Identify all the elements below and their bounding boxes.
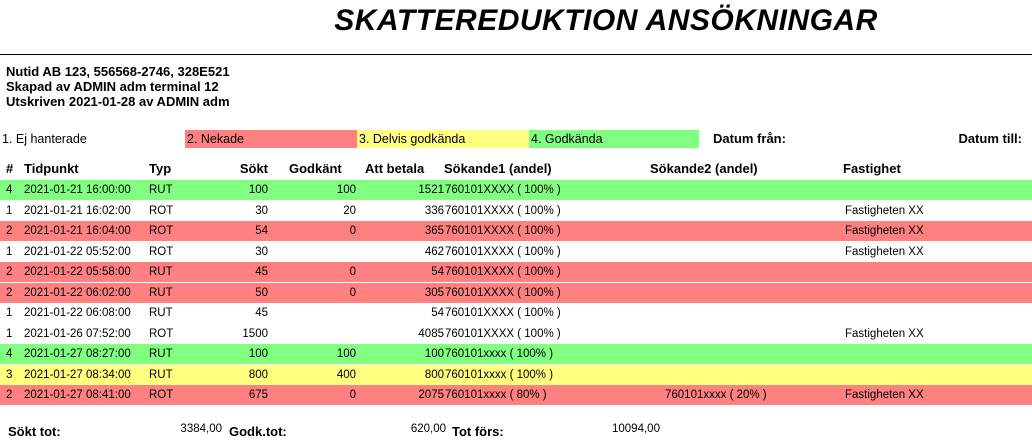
row-godkant: 0	[349, 286, 356, 299]
row-type: ROT	[149, 327, 174, 340]
row-time: 2021-01-22 05:52:00	[24, 245, 131, 258]
row-sokt: 50	[255, 286, 268, 299]
row-sokande2	[665, 283, 835, 303]
row-sokt: 30	[255, 245, 268, 258]
header-divider	[0, 54, 1032, 55]
row-att-betala: 2075	[418, 389, 444, 401]
legend-godkanda: 4. Godkända	[529, 130, 699, 148]
row-sokande1: 760101XXXX ( 100% )	[445, 266, 561, 278]
row-sokande1: 760101XXXX ( 100% )	[445, 245, 561, 258]
footer-sokt-label: Sökt tot:	[8, 424, 61, 439]
row-status: 2	[6, 389, 13, 401]
col-typ: Typ	[149, 161, 172, 176]
row-att-betala: 462	[424, 245, 444, 258]
row-att-betala: 4085	[418, 327, 444, 340]
date-to-label: Datum till:	[958, 131, 1022, 146]
col-att-betala: Att betala	[365, 161, 425, 176]
row-type: ROT	[149, 225, 174, 237]
row-godkant: 100	[336, 184, 356, 196]
row-att-betala: 800	[424, 368, 444, 381]
row-att-betala: 54	[431, 266, 444, 278]
col-sokande2: Sökande2 (andel)	[650, 161, 758, 176]
row-godkant	[290, 324, 356, 344]
row-time: 2021-01-27 08:34:00	[24, 368, 131, 381]
row-time: 2021-01-21 16:00:00	[24, 184, 131, 196]
row-time: 2021-01-22 05:58:00	[24, 266, 131, 278]
legend-delvis-godkanda: 3. Delvis godkända	[357, 130, 529, 148]
legend-nekade: 2. Nekade	[185, 130, 357, 148]
row-type: RUT	[149, 286, 173, 299]
footer-sokt-value: 3384,00	[180, 423, 222, 435]
row-att-betala: 100	[424, 348, 444, 360]
col-number: #	[6, 161, 14, 176]
row-type: RUT	[149, 307, 173, 319]
row-att-betala: 305	[424, 286, 444, 299]
report-title: SKATTEREDUKTION ANSÖKNINGAR	[334, 4, 878, 37]
table-row	[0, 283, 1032, 303]
footer-godk-value: 620,00	[410, 423, 446, 435]
col-tidpunkt: Tidpunkt	[24, 161, 79, 176]
row-sokande2	[665, 201, 835, 221]
row-sokande2	[665, 344, 835, 364]
row-time: 2021-01-22 06:02:00	[24, 286, 131, 299]
row-sokt: 100	[248, 348, 268, 360]
row-godkant: 0	[349, 266, 356, 278]
row-godkant: 0	[349, 389, 356, 401]
col-fastighet: Fastighet	[843, 161, 901, 176]
row-sokt: 675	[248, 389, 268, 401]
row-status: 2	[6, 286, 13, 299]
row-status: 2	[6, 266, 13, 278]
table-row	[0, 180, 1032, 200]
company-info: Nutid AB 123, 556568-2746, 328E521	[6, 64, 230, 79]
row-sokande1: 760101XXXX ( 100% )	[445, 184, 561, 196]
row-type: RUT	[149, 348, 173, 360]
row-fastighet	[845, 303, 1015, 323]
created-by: Skapad av ADMIN adm terminal 12	[6, 79, 219, 94]
row-sokande1: 760101XXXX ( 100% )	[445, 307, 561, 319]
row-fastighet: Fastigheten XX	[845, 389, 924, 401]
row-type: ROT	[149, 204, 174, 217]
row-type: RUT	[149, 266, 173, 278]
row-godkant	[290, 303, 356, 323]
row-sokande1: 760101XXXX ( 100% )	[445, 327, 561, 340]
row-sokande2	[665, 303, 835, 323]
row-sokt: 100	[248, 184, 268, 196]
row-godkant: 20	[343, 204, 356, 217]
footer-fors-value: 10094,00	[612, 423, 660, 435]
row-fastighet	[845, 283, 1015, 303]
row-time: 2021-01-21 16:04:00	[24, 225, 131, 237]
row-sokande1: 760101xxxx ( 100% )	[445, 368, 554, 381]
row-att-betala: 54	[431, 307, 444, 319]
legend-ej-hanterade: 1. Ej hanterade	[0, 130, 185, 148]
row-sokande1: 760101XXXX ( 100% )	[445, 204, 561, 217]
table-row	[0, 242, 1032, 262]
row-fastighet: Fastigheten XX	[845, 204, 924, 217]
row-sokande1: 760101xxxx ( 80% )	[445, 389, 547, 401]
row-sokt: 30	[255, 204, 268, 217]
table-row	[0, 221, 1032, 241]
col-sokt: Sökt	[239, 161, 268, 176]
table-row	[0, 262, 1032, 282]
col-sokande1: Sökande1 (andel)	[444, 161, 552, 176]
table-row	[0, 344, 1032, 364]
row-fastighet: Fastigheten XX	[845, 327, 924, 340]
row-status: 1	[6, 245, 13, 258]
row-status: 1	[6, 307, 13, 319]
row-type: ROT	[149, 389, 174, 401]
row-att-betala: 365	[424, 225, 444, 237]
row-status: 2	[6, 225, 13, 237]
row-godkant: 0	[349, 225, 356, 237]
row-fastighet: Fastigheten XX	[845, 245, 924, 258]
row-sokande2	[665, 180, 835, 200]
col-godkant: Godkänt	[289, 161, 342, 176]
table-row	[0, 324, 1032, 344]
row-att-betala: 1521	[418, 184, 444, 196]
row-att-betala: 336	[424, 204, 444, 217]
row-sokande2	[665, 324, 835, 344]
row-fastighet: Fastigheten XX	[845, 225, 924, 237]
row-sokande2	[665, 262, 835, 282]
row-status: 3	[6, 368, 13, 381]
row-sokande1: 760101XXXX ( 100% )	[445, 286, 561, 299]
row-sokande2	[665, 242, 835, 262]
row-godkant: 100	[336, 348, 356, 360]
table-row	[0, 365, 1032, 385]
row-sokande1: 760101XXXX ( 100% )	[445, 225, 561, 237]
row-time: 2021-01-21 16:02:00	[24, 204, 131, 217]
row-sokande2	[665, 221, 835, 241]
row-time: 2021-01-27 08:41:00	[24, 389, 131, 401]
table-row	[0, 201, 1032, 221]
row-sokande2: 760101xxxx ( 20% )	[665, 389, 767, 401]
row-sokande2	[665, 365, 835, 385]
footer-fors-label: Tot förs:	[452, 424, 504, 439]
date-from-label: Datum från:	[713, 131, 786, 146]
row-godkant	[290, 242, 356, 262]
row-time: 2021-01-22 06:08:00	[24, 307, 131, 319]
row-sokt: 800	[248, 368, 268, 381]
row-fastighet	[845, 344, 1015, 364]
row-status: 4	[6, 348, 13, 360]
row-status: 1	[6, 327, 13, 340]
printed-info: Utskriven 2021-01-28 av ADMIN adm	[6, 94, 230, 109]
table-row	[0, 303, 1032, 323]
row-time: 2021-01-26 07:52:00	[24, 327, 131, 340]
row-godkant: 400	[336, 368, 356, 381]
row-status: 4	[6, 184, 13, 196]
row-sokt: 45	[255, 307, 268, 319]
row-type: ROT	[149, 245, 174, 258]
row-sokande1: 760101xxxx ( 100% )	[445, 348, 554, 360]
row-type: RUT	[149, 184, 173, 196]
table-row	[0, 385, 1032, 405]
row-fastighet	[845, 365, 1015, 385]
row-sokt: 1500	[242, 327, 268, 340]
row-fastighet	[845, 262, 1015, 282]
row-type: RUT	[149, 368, 173, 381]
row-status: 1	[6, 204, 13, 217]
row-fastighet	[845, 180, 1015, 200]
footer-godk-label: Godk.tot:	[229, 424, 287, 439]
row-time: 2021-01-27 08:27:00	[24, 348, 131, 360]
row-sokt: 54	[255, 225, 268, 237]
row-sokt: 45	[255, 266, 268, 278]
